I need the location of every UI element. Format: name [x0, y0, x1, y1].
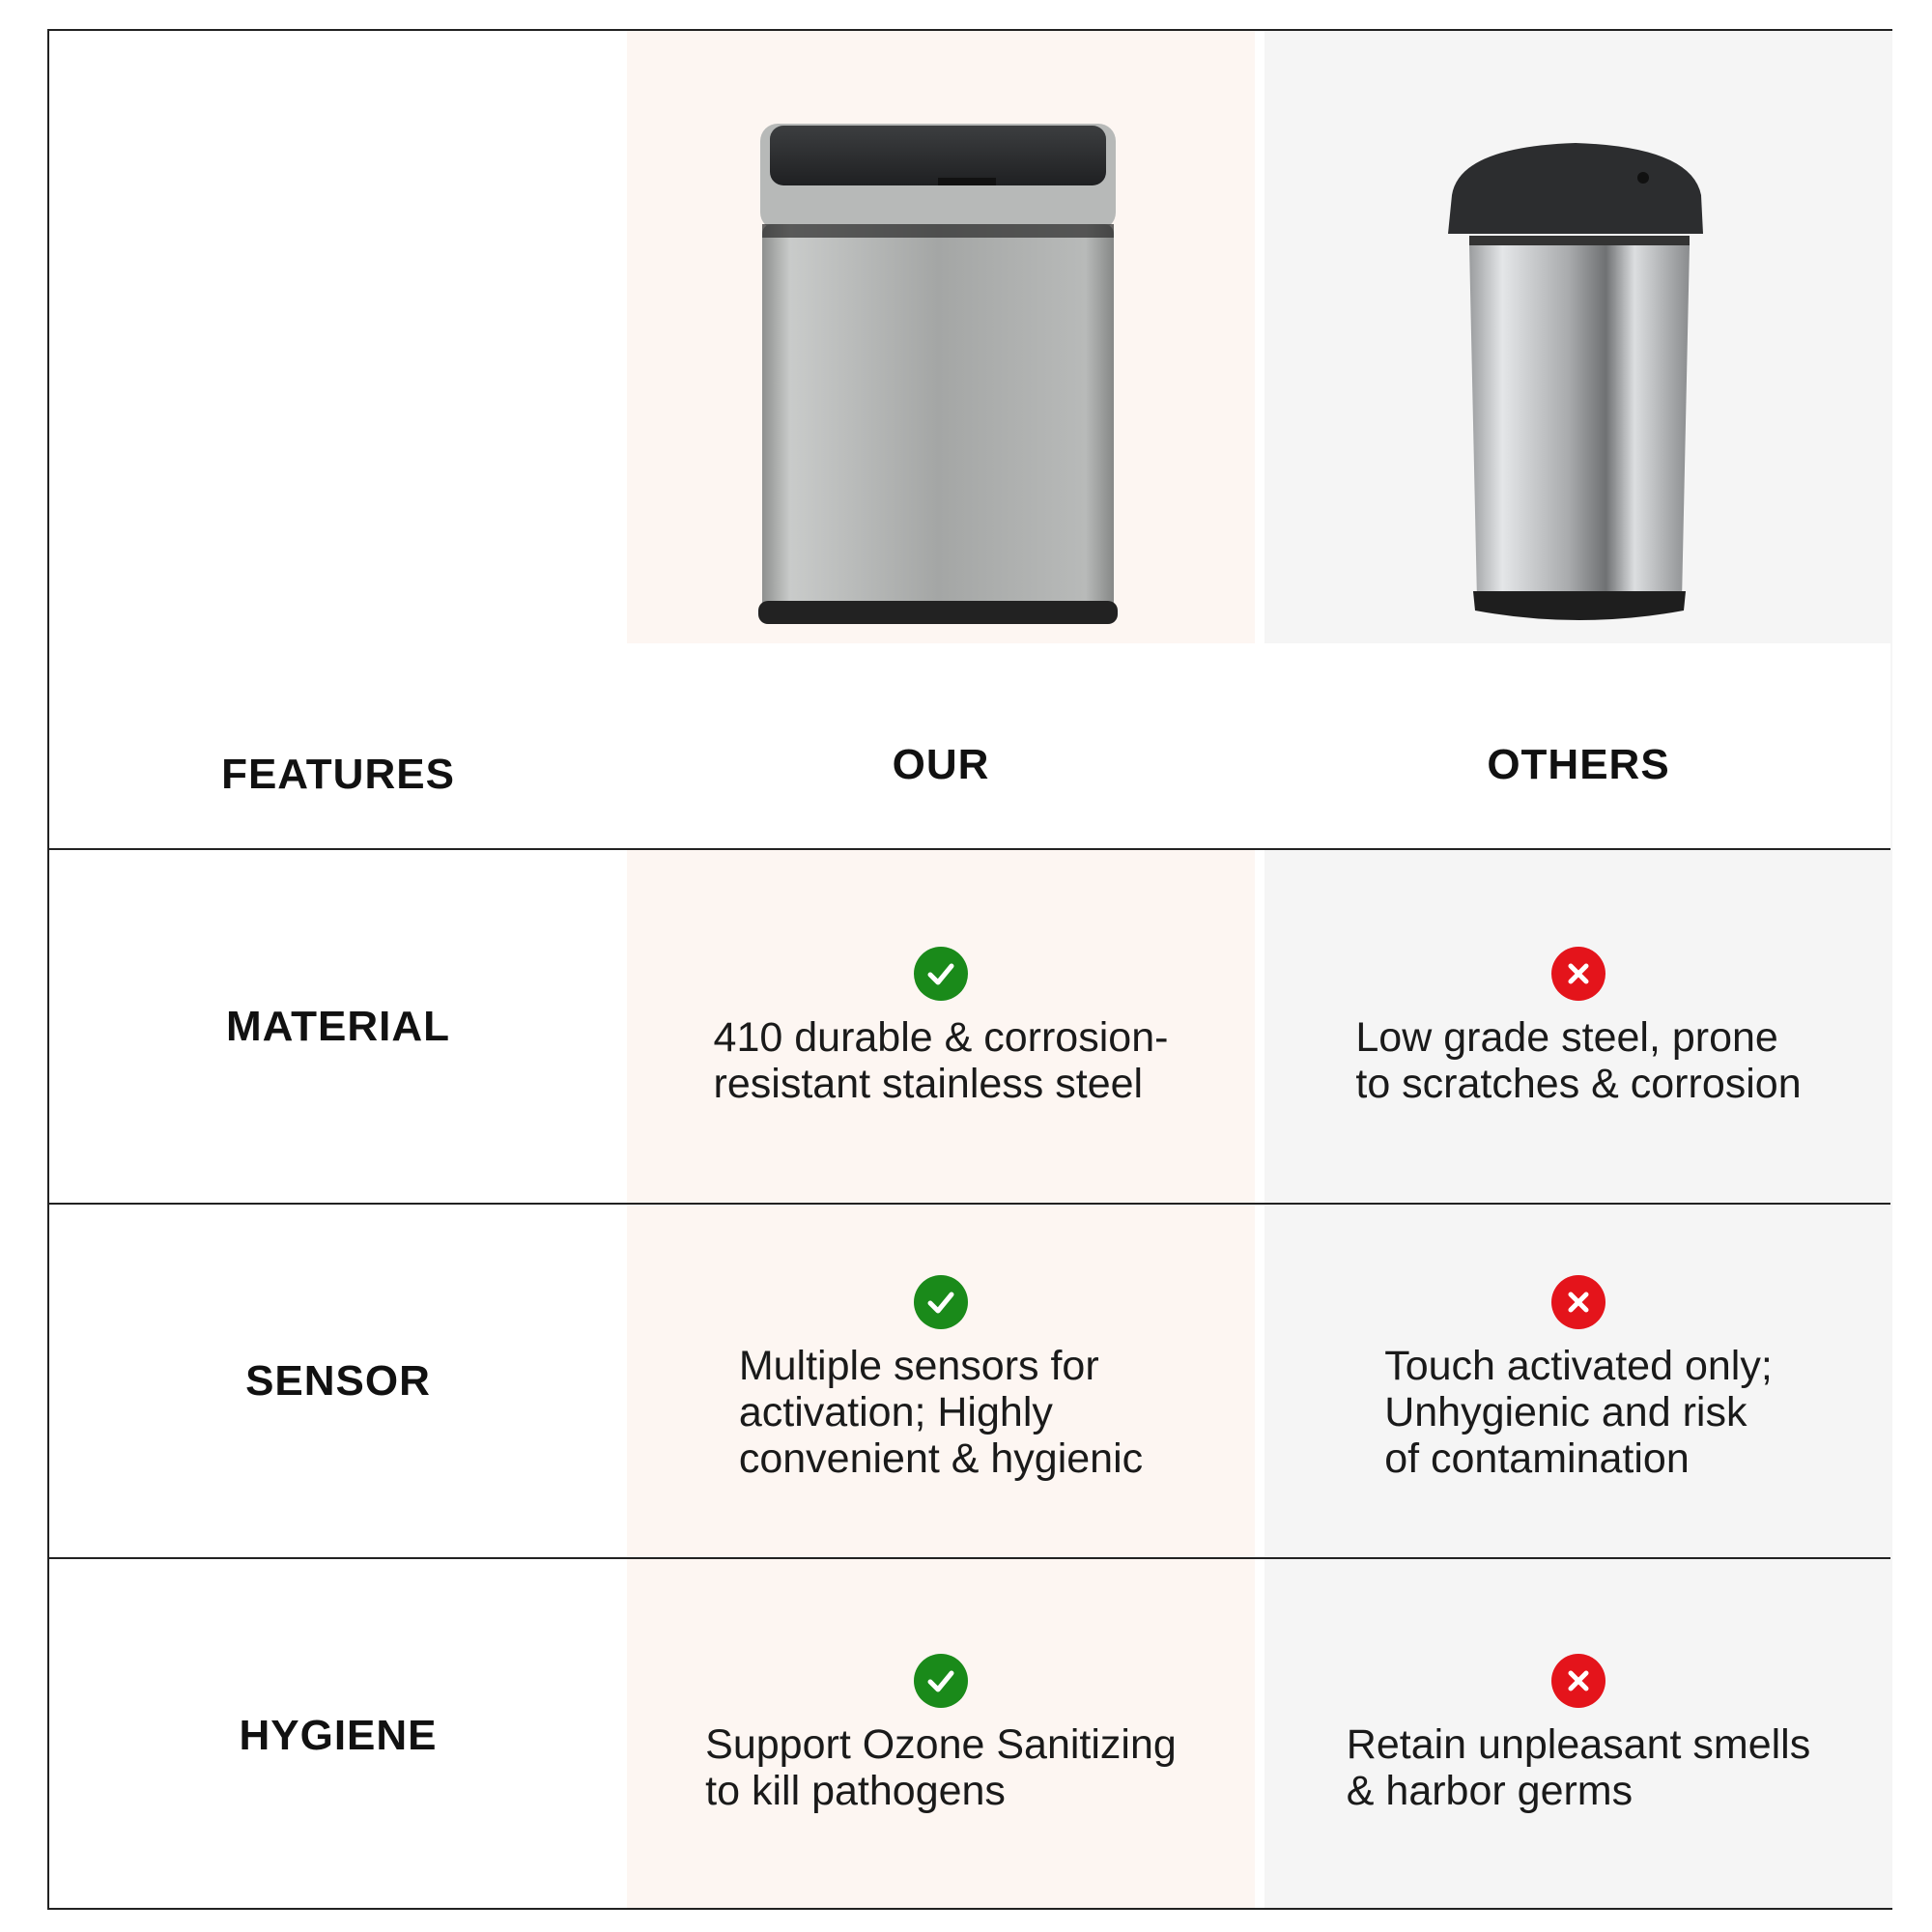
text-line: convenient & hygienic	[738, 1435, 1144, 1482]
text-line: activation; Highly	[738, 1389, 1053, 1435]
checkmark-icon	[914, 1654, 968, 1708]
checkmark-icon	[914, 1275, 968, 1329]
cross-icon	[1551, 1654, 1605, 1708]
our-sensor-cell	[627, 1275, 1255, 1482]
feature-label-hygiene: HYGIENE	[239, 1711, 438, 1759]
stainless-steel-trash-can-icon	[745, 89, 1131, 630]
text-line: Touch activated only;	[1384, 1343, 1773, 1389]
text-line: Retain unpleasant smells	[1346, 1721, 1811, 1768]
text-line: & harbor germs	[1346, 1768, 1634, 1814]
text-line: to kill pathogens	[705, 1768, 1006, 1814]
others-sensor-text	[1384, 1343, 1773, 1482]
text-line: Support Ozone Sanitizing	[705, 1721, 1177, 1768]
text-line: to scratches & corrosion	[1355, 1061, 1802, 1107]
our-material-text	[714, 1014, 1169, 1107]
cross-icon	[1551, 947, 1605, 1001]
our-material-cell	[627, 947, 1255, 1107]
our-hygiene-cell	[627, 1654, 1255, 1814]
our-hygiene-text	[705, 1721, 1177, 1814]
stainless-steel-trash-can-icon	[1431, 128, 1720, 630]
features-header: FEATURES	[221, 751, 455, 798]
our-sensor-text	[739, 1343, 1143, 1482]
others-hygiene-text	[1347, 1721, 1810, 1814]
text-line: Multiple sensors for	[738, 1343, 1099, 1389]
others-hygiene-cell	[1264, 1654, 1892, 1814]
our-trash-can-image	[745, 89, 1131, 635]
text-line: Low grade steel, prone	[1355, 1014, 1778, 1061]
others-material-text	[1355, 1014, 1801, 1107]
others-trash-can-image	[1431, 128, 1720, 635]
others-header: OTHERS	[1487, 741, 1670, 788]
cross-icon	[1551, 1275, 1605, 1329]
comparison-table	[47, 29, 1892, 1910]
feature-label-material: MATERIAL	[225, 1002, 451, 1050]
others-material-cell	[1264, 947, 1892, 1107]
text-line: Unhygienic and risk	[1384, 1389, 1747, 1435]
text-line: resistant stainless steel	[713, 1061, 1144, 1107]
text-line: 410 durable & corrosion-	[713, 1014, 1169, 1061]
others-sensor-cell	[1264, 1275, 1892, 1482]
text-line: of contamination	[1384, 1435, 1690, 1482]
feature-label-sensor: SENSOR	[245, 1356, 431, 1405]
our-header: OUR	[892, 741, 990, 788]
checkmark-icon	[914, 947, 968, 1001]
